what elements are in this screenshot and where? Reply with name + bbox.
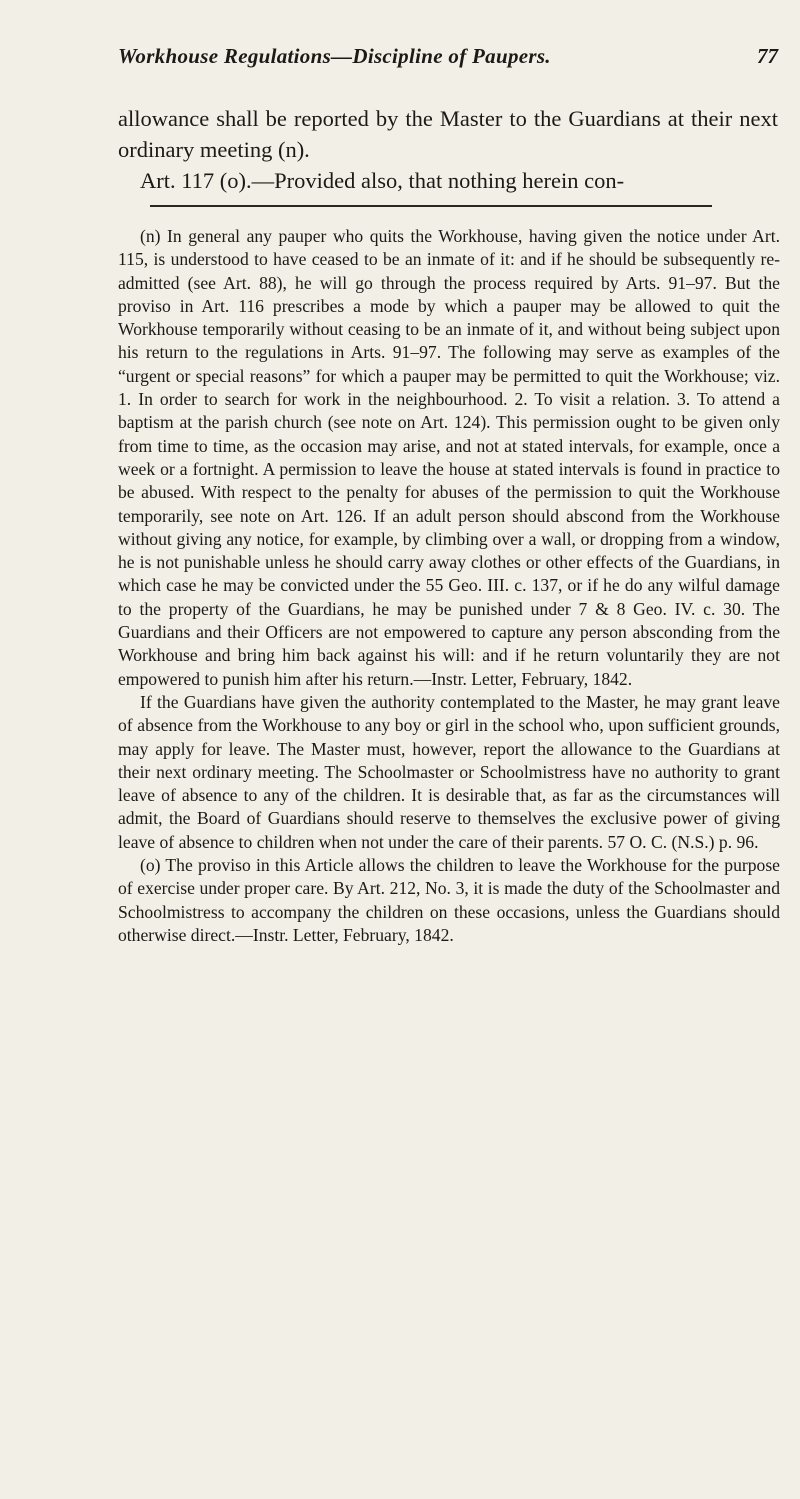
footnote-divider [150,205,712,207]
page-number: 77 [757,44,778,68]
main-paragraph: allowance shall be reported by the Master to the Guardians at their next ordinary meeting (n). [118,106,778,162]
footnote-n-continued: If the Guardians have given the authority contemplated to the Master, he may grant leave of absence from the Workhouse to any boy or girl in the school who, upon sufficient grounds, may apply for leave. The Master must, however, report the allowance to the Guardians at their next ordinary meeting. The Schoolmaster or Schoolmistress have no authority to grant leave of absence to any of the children. It is desirable that, as far as the circumstances will admit, the Board of Guardians should reserve to themselves the exclusive power of giving leave of absence to children when not under the care of their parents. 57 O. C. (N.S.) p. 96. [118,691,780,852]
article-117-paragraph: Art. 117 (o).—Provided also, that nothing herein con- [140,168,625,193]
running-title: Workhouse Regulations—Discipline of Paupers. [118,44,551,68]
footnotes [118,225,780,947]
footnote-n: (n) In general any pauper who quits the Workhouse, having given the notice under Art. 115, is understood to have ceased to be an inmate of it: and if he should be subsequently re-admitted (see Art. 88), he will go through the process required by Arts. 91–97. But the proviso in Art. 116 prescribes a mode by which a pauper may be allowed to quit the Workhouse temporarily without ceasing to be an inmate of it, and without being subject upon his return to the regulations in Arts. 91–97. The following may serve as examples of the “urgent or special reasons” for which a pauper may be permitted to quit the Workhouse; viz. 1. In order to search for work in the neighbourhood. 2. To visit a relation. 3. To attend a baptism at the parish church (see note on Art. 124). This permission ought to be given only from time to time, as the occasion may arise, and not at stated intervals, for example, once a week or a fortnight. A permission to leave the house at stated intervals is found in practice to be abused. With respect to the penalty for abuses of the permission to quit the Workhouse temporarily, see note on Art. 126. If an adult person should abscond from the Workhouse without giving any notice, for example, by climbing over a wall, or dropping from a window, he is not punishable unless he should carry away clothes or other effects of the Guardians, in which case he may be convicted under the 55 Geo. III. c. 137, or if he do any wilful damage to the property of the Guardians, he may be punished under 7 & 8 Geo. IV. c. 30. The Guardians and their Officers are not empowered to capture any person absconding from the Workhouse and bring him back against his will: and if he return voluntarily they are not empowered to punish him after his return.—Instr. Letter, February, 1842. [118,226,780,689]
running-header [118,44,778,78]
footnote-o: (o) The proviso in this Article allows the children to leave the Workhouse for the purpose of exercise under proper care. By Art. 212, No. 3, it is made the duty of the Schoolmaster and Schoolmistress to accompany the children on these occasions, unless the Guardians should otherwise direct.—Instr. Letter, February, 1842. [118,855,780,945]
main-text [118,103,778,196]
